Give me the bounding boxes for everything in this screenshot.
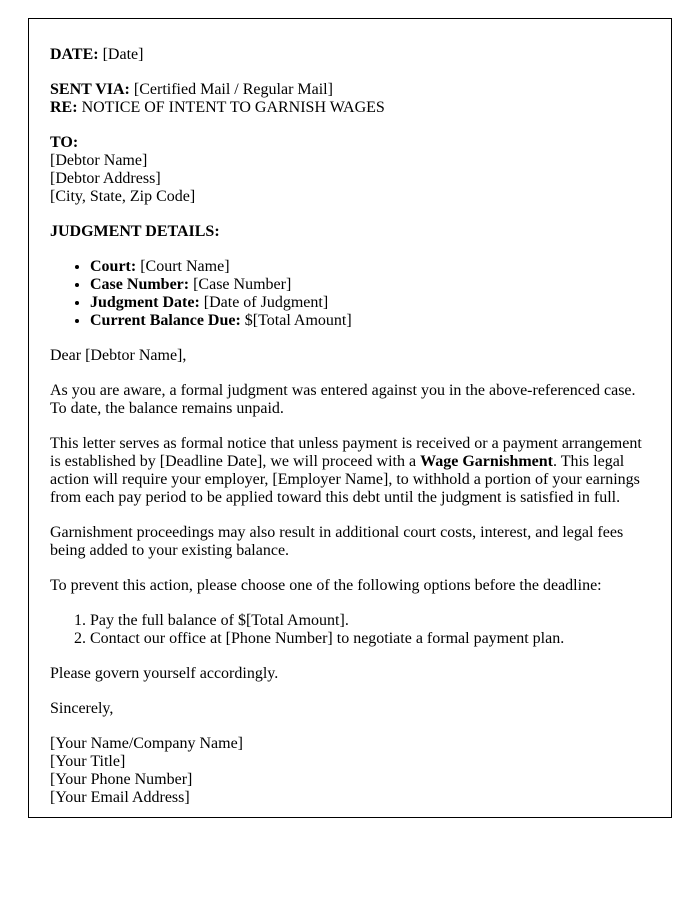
signature-email-line: [Your Email Address] xyxy=(50,789,190,806)
garnishment-notice-before: This letter serves as formal notice that unless payment is received or a payment arrangement is established by [Deadline Date], we will proceed with a xyxy=(50,435,642,470)
options-list xyxy=(50,612,650,648)
re-label: RE: xyxy=(50,99,78,116)
date-line xyxy=(50,46,650,64)
sent-via-re-block xyxy=(50,81,650,117)
debtor-name-line: [Debtor Name] xyxy=(50,152,148,169)
debtor-address-line: [Debtor Address] xyxy=(50,170,161,187)
salutation: Dear [Debtor Name], xyxy=(50,347,187,364)
re-line xyxy=(50,99,650,117)
recipient-block xyxy=(50,134,650,206)
signature-name-line: [Your Name/Company Name] xyxy=(50,735,244,752)
judgment-item-balance-due-label: Current Balance Due: xyxy=(90,312,241,329)
judgment-details-label: JUDGMENT DETAILS: xyxy=(50,223,220,240)
date-label: DATE: xyxy=(50,46,99,63)
judgment-item-balance-due-value: $[Total Amount] xyxy=(240,312,352,329)
city-state-zip-line: [City, State, Zip Code] xyxy=(50,188,196,205)
judgment-item-judgment-date-value: [Date of Judgment] xyxy=(199,294,329,311)
closing-line: Please govern yourself accordingly. xyxy=(50,665,279,682)
re-value: NOTICE OF INTENT TO GARNISH WAGES xyxy=(77,99,385,116)
wage-garnishment-emphasis: Wage Garnishment xyxy=(420,453,553,470)
sent-via-line xyxy=(50,81,650,99)
judgment-item-case-number-label: Case Number: xyxy=(90,276,190,293)
judgment-item-court-label: Court: xyxy=(90,258,137,275)
paragraph-options-intro: To prevent this action, please choose one of the following options before the deadline: xyxy=(50,577,602,594)
option-contact-office: 2. Contact our office at [Phone Number] to negotiate a formal payment plan. xyxy=(90,630,650,648)
judgment-item-court-value: [Court Name] xyxy=(136,258,230,275)
paragraph-judgment-entered: As you are aware, a formal judgment was entered against you in the above-referenced case. To date, the balance remains unpaid. xyxy=(50,382,636,417)
paragraph-additional-costs: Garnishment proceedings may also result in additional court costs, interest, and legal fees being added to your existing balance. xyxy=(50,524,624,559)
judgment-item-judgment-date-label: Judgment Date: xyxy=(90,294,200,311)
sent-via-value: [Certified Mail / Regular Mail] xyxy=(129,81,333,98)
signature-title-line: [Your Title] xyxy=(50,753,126,770)
sent-via-label: SENT VIA: xyxy=(50,81,130,98)
option-pay-full-balance: 1. Pay the full balance of $[Total Amount]. xyxy=(90,612,650,630)
paragraph-garnishment-notice xyxy=(50,435,650,507)
signature-phone-line: [Your Phone Number] xyxy=(50,771,193,788)
judgment-item-case-number-value: [Case Number] xyxy=(189,276,292,293)
judgment-details-list xyxy=(50,258,650,330)
signoff: Sincerely, xyxy=(50,700,114,717)
to-label: TO: xyxy=(50,134,79,151)
letter-document xyxy=(28,18,672,818)
judgment-details-heading xyxy=(50,223,650,241)
judgment-item-case-number xyxy=(90,276,650,294)
date-value: [Date] xyxy=(98,46,144,63)
judgment-item-court xyxy=(90,258,650,276)
judgment-item-judgment-date xyxy=(90,294,650,312)
to-heading xyxy=(50,134,650,152)
signature-block xyxy=(50,735,650,807)
garnishment-notice-after: . This legal action will require your employer, [Employer Name], to withhold a portion of your earnings from each pay period to be applied toward this debt until the judgment is satisfied in full. xyxy=(50,453,640,506)
judgment-item-balance-due xyxy=(90,312,650,330)
